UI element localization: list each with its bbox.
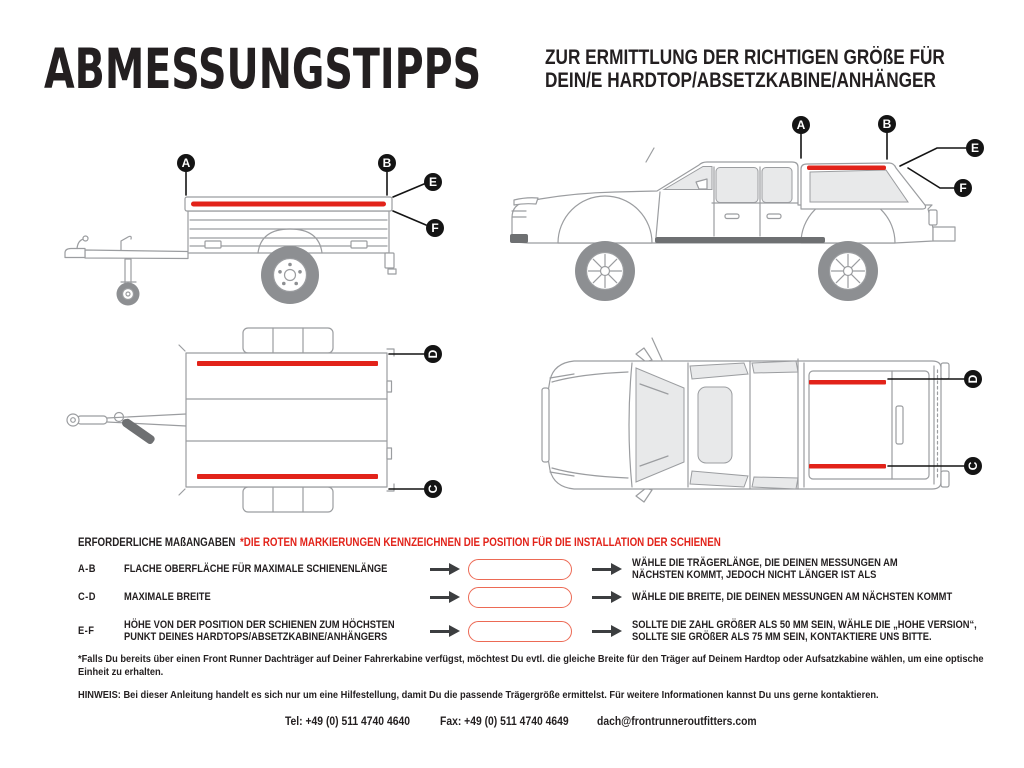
- measurements-heading: ERFORDERLICHE MAßANGABEN: [78, 537, 236, 549]
- rail-stripe-top: [197, 361, 378, 366]
- bed-latch-left: [205, 241, 221, 248]
- contact-fax: Fax: +49 (0) 511 4740 4649: [440, 716, 569, 728]
- front-door-window: [716, 168, 758, 203]
- fender-bottom: [243, 487, 333, 512]
- hitch-bar: [77, 416, 107, 424]
- measurements-table: [78, 556, 1024, 650]
- svg-text:A: A: [181, 156, 191, 171]
- marker-c: [964, 457, 982, 475]
- row-ef-desc-line1: HÖHE VON DER POSITION DER SCHIENEN ZUM HÖCHSTEN: [124, 618, 395, 631]
- svg-text:B: B: [382, 156, 392, 171]
- row-ab-res-line1: WÄHLE DIE TRÄGERLÄNGE, DIE DEINEN MESSUNGEN AM: [632, 556, 898, 569]
- mirror-bottom: [636, 488, 652, 502]
- front-wheel: [575, 241, 635, 301]
- side-latch-bottom: [387, 448, 392, 459]
- bed-rail-stripe-bottom: [809, 464, 886, 469]
- marker-e-line: [393, 184, 424, 197]
- bed-latch-right: [351, 241, 367, 248]
- row-ab-description: [124, 562, 388, 576]
- rear-door-handle: [767, 214, 781, 219]
- row-ef-res-line2: SOLLTE SIE GRÖßER ALS 75 MM SEIN, KONTAKTIERE UNS BITTE.: [632, 631, 932, 643]
- measurement-input-ef[interactable]: [468, 621, 572, 642]
- canopy-rail-stripe: [807, 166, 886, 171]
- trailer-taillight: [385, 253, 394, 268]
- row-cd-key: C-D: [78, 590, 96, 603]
- row-ef-desc-line2: PUNKT DEINES HARDTOPS/ABSETZKABINE/ANHÄNGERS: [124, 631, 388, 643]
- crank-handle: [121, 417, 156, 445]
- marker-a: [792, 116, 810, 134]
- tongue-bars: [107, 414, 186, 426]
- side-latch-top: [387, 381, 392, 392]
- side-window-top-rear: [752, 361, 798, 373]
- antenna: [652, 338, 662, 360]
- page-title: ABMESSUNGSTIPPS: [44, 37, 482, 101]
- row-cd-desc-line1: MAXIMALE BREITE: [124, 590, 211, 603]
- row-ab-key: A-B: [78, 562, 96, 575]
- arrow-icon: [430, 568, 450, 571]
- marker-a: [177, 154, 195, 172]
- arrow-icon: [592, 596, 612, 599]
- marker-b: [378, 154, 396, 172]
- row-cd-res-line1: WÄHLE DIE BREITE, DIE DEINEN MESSUNGEN AM NÄCHSTEN KOMMT: [632, 590, 953, 603]
- svg-text:F: F: [959, 181, 967, 196]
- rear-corner-top: [941, 363, 949, 379]
- svg-text:C: C: [426, 484, 441, 494]
- asterisk-footnote: *Falls Du bereits über einen Front Runner Dachträger auf Deiner Fahrerkabine verfügst, möchtest Du evtl. die gleiche Breite für den Träger auf Deinem Hardtop oder Aufsatzkabine wählen, um eine optische Einheit zu erhalten.: [78, 654, 984, 678]
- svg-text:E: E: [970, 141, 980, 156]
- row-ab-desc-line1: FLACHE OBERFLÄCHE FÜR MAXIMALE SCHIENENLÄNGE: [124, 562, 388, 575]
- jockey-crank: [121, 236, 131, 250]
- coupler-handle-knob: [83, 236, 88, 241]
- marker-d: [424, 345, 442, 363]
- antenna: [646, 148, 654, 162]
- row-cd-result: [632, 591, 977, 604]
- marker-e: [966, 139, 984, 157]
- arrow-icon: [592, 568, 612, 571]
- arrow-icon: [430, 630, 450, 633]
- arrow-icon: [430, 596, 450, 599]
- headlight: [514, 198, 538, 205]
- marker-f-line: [908, 168, 954, 188]
- front-bumper: [542, 388, 549, 462]
- svg-text:F: F: [431, 221, 439, 236]
- rail-stripe-bottom: [197, 474, 378, 479]
- truck-side-view-diagram: [500, 110, 1000, 325]
- svg-text:C: C: [966, 461, 981, 471]
- contact-email[interactable]: dach@frontrunneroutfitters.com: [597, 716, 757, 728]
- row-ab-result: [632, 557, 977, 582]
- hitch-coupler: [67, 414, 79, 426]
- contact-tel: Tel: +49 (0) 511 4740 4640: [285, 716, 410, 728]
- arrow-icon: [592, 630, 612, 633]
- marker-f: [426, 219, 444, 237]
- trailer-box-top: [186, 353, 387, 487]
- rear-corner-bottom: [941, 471, 949, 487]
- trailer-hub: [285, 270, 296, 281]
- rear-door-window: [762, 168, 792, 203]
- marker-d: [964, 370, 982, 388]
- marker-f-line: [393, 211, 426, 225]
- truck-taillight: [929, 210, 937, 225]
- measurement-input-cd[interactable]: [468, 587, 572, 608]
- measurement-input-ab[interactable]: [468, 559, 572, 580]
- marker-f: [954, 179, 972, 197]
- marker-b: [878, 115, 896, 133]
- fender-top: [243, 328, 333, 353]
- subtitle-line-1: ZUR ERMITTLUNG DER RICHTIGEN GRÖßE FÜR: [545, 46, 945, 69]
- rear-wheel: [818, 241, 878, 301]
- subtitle-line-2: DEIN/E HARDTOP/ABSETZKABINE/ANHÄNGER: [545, 69, 936, 92]
- trailer-drawbar: [85, 250, 188, 259]
- trailer-side-view-diagram: [55, 128, 465, 323]
- jockey-wheel-hub: [123, 289, 134, 300]
- row-ef-description: [124, 618, 395, 644]
- jockey-post: [125, 259, 131, 284]
- row-ef-key: E-F: [78, 624, 95, 637]
- trailer-coupler: [65, 249, 85, 258]
- marker-e-line: [900, 148, 966, 166]
- row-ef-result: [632, 619, 977, 644]
- marker-e: [424, 173, 442, 191]
- svg-text:D: D: [966, 374, 981, 384]
- red-markings-note: *DIE ROTEN MARKIERUNGEN KENNZEICHNEN DIE POSITION FÜR DIE INSTALLATION DER SCHIENEN: [240, 537, 721, 549]
- hinweis-note: HINWEIS: Bei dieser Anleitung handelt es sich nur um eine Hilfestellung, damit Du die passende Trägergröße ermittelst. Für weitere Informationen kannst Du uns gerne kontaktieren.: [78, 690, 879, 701]
- rail-position-stripe: [191, 202, 386, 207]
- bed-rail-stripe-top: [809, 380, 886, 385]
- trailer-top-view-diagram: [55, 325, 465, 525]
- running-board: [655, 237, 825, 243]
- svg-text:A: A: [796, 118, 806, 133]
- svg-text:B: B: [882, 117, 892, 132]
- row-ab-res-line2: NÄCHSTEN KOMMT, JEDOCH NICHT LÄNGER IST ALS: [632, 569, 877, 581]
- coupler-handle: [77, 239, 84, 249]
- row-ef-res-line1: SOLLTE DIE ZAHL GRÖßER ALS 50 MM SEIN, WÄHLE DIE „HOHE VERSION“,: [632, 618, 977, 631]
- side-window-bottom-rear: [752, 477, 798, 489]
- mirror-top: [636, 348, 652, 362]
- svg-text:D: D: [426, 349, 441, 359]
- rear-bumper: [933, 227, 955, 241]
- page-subtitle: [545, 46, 945, 92]
- trailer-rear-step: [388, 269, 396, 274]
- front-door-handle: [725, 214, 739, 219]
- svg-text:E: E: [428, 175, 438, 190]
- row-cd-description: [124, 591, 384, 604]
- front-bumper-lip: [510, 234, 528, 243]
- marker-c: [424, 480, 442, 498]
- truck-top-view-diagram: [540, 330, 1000, 520]
- hatch-strut: [896, 406, 903, 444]
- sunroof: [698, 387, 732, 463]
